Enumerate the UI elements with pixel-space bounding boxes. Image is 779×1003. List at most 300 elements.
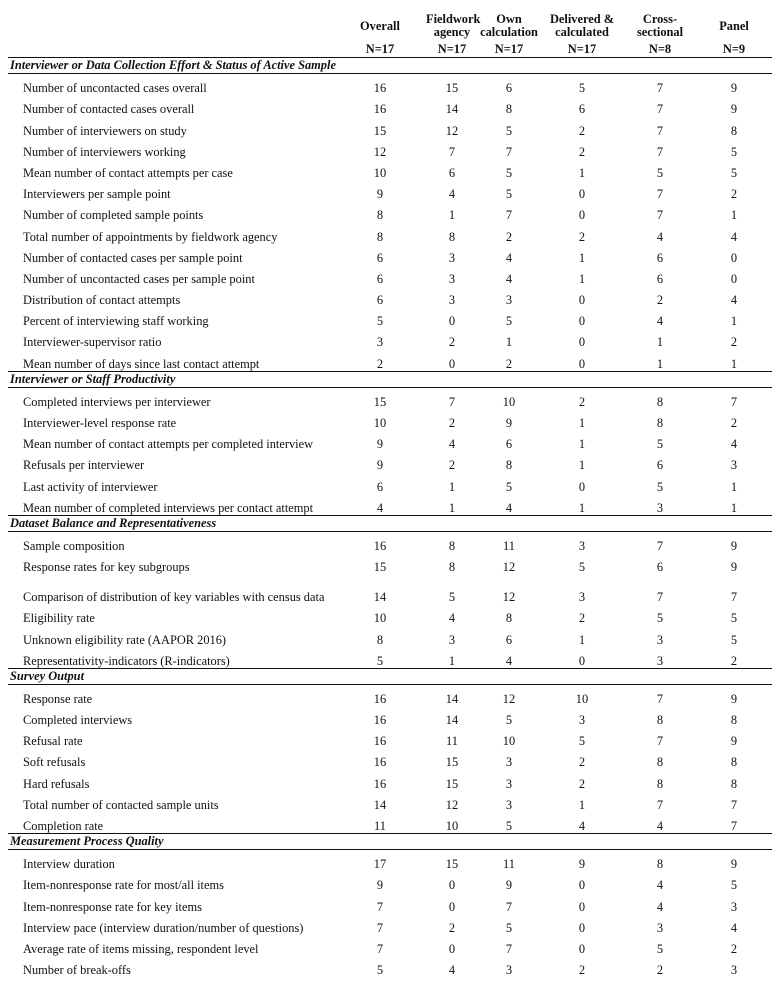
table-body (8, 58, 772, 978)
col-header-own: Own calculation (480, 12, 538, 39)
table-cell: 5 (505, 165, 513, 180)
table-cell: 1 (578, 797, 586, 812)
table-row (8, 574, 772, 604)
col-header-delivered: Delivered & calculated (549, 12, 615, 39)
section-header (8, 515, 772, 531)
table-cell: 8 (730, 713, 738, 728)
table-cell: 5 (656, 165, 664, 180)
table-cell: 4 (656, 878, 664, 893)
row-label: Eligibility rate (23, 611, 95, 626)
table-cell: 7 (656, 81, 664, 96)
table-cell: 7 (376, 899, 384, 914)
table-cell: 4 (730, 229, 738, 244)
table-cell: 0 (578, 356, 586, 371)
table-row (8, 138, 772, 159)
table-cell: 14 (445, 691, 459, 706)
table-row (8, 286, 772, 307)
row-label: Response rate (23, 691, 93, 706)
table-row (8, 201, 772, 222)
table-cell: 7 (656, 734, 664, 749)
table-cell: 0 (448, 941, 456, 956)
section-title: Interviewer or Data Collection Effort & Status of Active Sample (8, 58, 772, 74)
table-row (8, 553, 772, 574)
table-cell: 5 (376, 653, 384, 668)
col-header-overall: Overall (360, 18, 400, 33)
table-cell: 5 (730, 632, 738, 647)
table-cell: 4 (505, 250, 513, 265)
table-cell: 12 (502, 560, 516, 575)
table-cell: 15 (445, 776, 459, 791)
table-cell: 5 (656, 611, 664, 626)
row-label: Refusal rate (23, 734, 83, 749)
table-cell: 16 (373, 776, 387, 791)
table-cell: 8 (505, 611, 513, 626)
table-row (8, 95, 772, 116)
table-cell: 6 (656, 271, 664, 286)
table-cell: 0 (578, 899, 586, 914)
table-cell: 7 (656, 590, 664, 605)
table-cell: 9 (730, 691, 738, 706)
table-cell: 2 (376, 356, 384, 371)
table-cell: 11 (446, 734, 458, 749)
table-cell: 3 (376, 335, 384, 350)
table-cell: 3 (578, 538, 586, 553)
table-cell: 12 (502, 590, 516, 605)
table-cell: 8 (448, 229, 456, 244)
table-cell: 15 (445, 81, 459, 96)
row-label: Number of uncontacted cases per sample point (23, 271, 255, 286)
col-n-cross: N=8 (648, 42, 672, 56)
table-cell: 4 (730, 920, 738, 935)
table-cell: 2 (730, 187, 738, 202)
table-cell: 5 (376, 314, 384, 329)
table-cell: 5 (656, 437, 664, 452)
table-cell: 0 (578, 920, 586, 935)
table-cell: 6 (578, 102, 586, 117)
table-cell: 10 (373, 416, 387, 430)
col-header-cross: Cross- sectional (636, 12, 684, 39)
table-cell: 2 (578, 776, 586, 791)
row-label: Distribution of contact attempts (23, 293, 181, 308)
table-cell: 3 (730, 458, 738, 473)
table-cell: 3 (505, 797, 513, 812)
table-cell: 15 (445, 755, 459, 770)
table-cell: 8 (656, 416, 664, 430)
table-cell: 1 (578, 250, 586, 265)
table-cell: 10 (445, 819, 459, 833)
table-cell: 1 (448, 653, 456, 668)
row-label: Number of contacted cases overall (23, 102, 195, 117)
table-row (8, 812, 772, 834)
table-cell: 0 (448, 356, 456, 371)
table-row (8, 850, 772, 872)
table-cell: 8 (730, 123, 738, 138)
row-label: Completion rate (23, 819, 104, 833)
table-cell: 4 (730, 437, 738, 452)
row-label: Interview pace (interview duration/number of questions) (23, 920, 304, 935)
table-cell: 5 (730, 878, 738, 893)
table-cell: 10 (502, 394, 516, 409)
table-cell: 11 (503, 857, 515, 872)
table-cell: 3 (656, 500, 664, 515)
row-label: Number of uncontacted cases overall (23, 81, 207, 96)
table-cell: 15 (373, 394, 387, 409)
table-row (8, 349, 772, 371)
row-label: Item-nonresponse rate for key items (23, 899, 202, 914)
table-cell: 3 (656, 632, 664, 647)
table-cell: 8 (448, 560, 456, 575)
table-cell: 16 (373, 755, 387, 770)
table-cell: 14 (445, 713, 459, 728)
table-cell: 1 (578, 416, 586, 430)
table-row (8, 892, 772, 913)
table-cell: 0 (578, 653, 586, 668)
table-cell: 7 (505, 144, 513, 159)
table-cell: 4 (448, 611, 456, 626)
table-cell: 7 (376, 920, 384, 935)
row-label: Unknown eligibility rate (AAPOR 2016) (23, 632, 227, 647)
table-cell: 3 (656, 920, 664, 935)
row-label: Interviewer-supervisor ratio (23, 335, 162, 350)
col-n-own: N=17 (494, 42, 524, 56)
table-cell: 8 (505, 458, 513, 473)
table-cell: 0 (448, 314, 456, 329)
table-row (8, 328, 772, 349)
table-cell: 5 (578, 734, 586, 749)
table-cell: 3 (448, 632, 456, 647)
table-cell: 6 (505, 632, 513, 647)
table-cell: 11 (503, 538, 515, 553)
table-cell: 1 (656, 356, 664, 371)
table-cell: 8 (505, 102, 513, 117)
row-label: Number of interviewers on study (23, 123, 187, 138)
table-cell: 4 (656, 229, 664, 244)
table-cell: 6 (376, 479, 384, 494)
table-cell: 8 (448, 538, 456, 553)
table-cell: 2 (448, 416, 456, 430)
table-cell: 1 (730, 500, 738, 515)
table-cell: 5 (505, 187, 513, 202)
table-cell: 6 (376, 293, 384, 308)
table-cell: 5 (656, 941, 664, 956)
table-cell: 12 (373, 144, 387, 159)
table-row (8, 684, 772, 706)
table-cell: 2 (656, 963, 664, 978)
table-cell: 5 (578, 81, 586, 96)
table-row (8, 244, 772, 265)
table-row (8, 935, 772, 956)
table-row (8, 791, 772, 812)
table-cell: 3 (656, 653, 664, 668)
table-cell: 15 (373, 123, 387, 138)
table-cell: 5 (505, 479, 513, 494)
table-cell: 5 (656, 479, 664, 494)
table-cell: 7 (656, 797, 664, 812)
table-cell: 16 (373, 713, 387, 728)
row-label: Percent of interviewing staff working (23, 314, 209, 329)
table-cell: 10 (502, 734, 516, 749)
table-row (8, 604, 772, 625)
row-label: Refusals per interviewer (23, 458, 145, 473)
table-row (8, 914, 772, 935)
table-cell: 0 (730, 271, 738, 286)
row-label: Soft refusals (23, 755, 86, 770)
table-cell: 7 (656, 102, 664, 117)
table-cell: 0 (578, 878, 586, 893)
col-n-fieldwork: N=17 (437, 42, 467, 56)
table-row (8, 265, 772, 286)
table-cell: 1 (448, 208, 456, 223)
row-label: Mean number of contact attempts per case (23, 165, 233, 180)
table-cell: 3 (505, 776, 513, 791)
row-label: Number of completed sample points (23, 208, 204, 223)
table-cell: 4 (578, 819, 586, 833)
table-row (8, 222, 772, 243)
table-cell: 7 (656, 208, 664, 223)
header-corner (8, 12, 334, 40)
table-cell: 3 (448, 293, 456, 308)
table-cell: 3 (578, 590, 586, 605)
table-row (8, 871, 772, 892)
table-cell: 2 (578, 963, 586, 978)
table-cell: 6 (448, 165, 456, 180)
col-header-fieldwork: Fieldwork agency (426, 12, 481, 39)
table-cell: 5 (730, 144, 738, 159)
table-cell: 2 (730, 941, 738, 956)
table-cell: 5 (505, 713, 513, 728)
table-cell: 7 (656, 123, 664, 138)
table-cell: 7 (448, 144, 456, 159)
row-label: Number of contacted cases per sample point (23, 250, 243, 265)
table-cell: 8 (656, 857, 664, 872)
row-label: Mean number of completed interviews per contact attempt (23, 500, 314, 515)
table-cell: 14 (373, 590, 387, 605)
table-cell: 7 (448, 394, 456, 409)
table-cell: 2 (656, 293, 664, 308)
table-cell: 15 (445, 857, 459, 872)
row-label: Interview duration (23, 857, 115, 872)
table-cell: 9 (730, 560, 738, 575)
table-row (8, 430, 772, 451)
table-cell: 7 (656, 187, 664, 202)
table-row (8, 116, 772, 137)
table-cell: 2 (730, 653, 738, 668)
table-cell: 4 (448, 437, 456, 452)
table-row (8, 727, 772, 748)
table-cell: 9 (730, 538, 738, 553)
table-cell: 4 (448, 187, 456, 202)
table-cell: 6 (376, 250, 384, 265)
table-cell: 16 (373, 734, 387, 749)
table-cell: 1 (578, 271, 586, 286)
table-cell: 3 (505, 755, 513, 770)
table-cell: 9 (376, 187, 384, 202)
row-label: Representativity-indicators (R-indicators) (23, 653, 230, 668)
table-row (8, 307, 772, 328)
table-cell: 8 (730, 776, 738, 791)
table-row (8, 647, 772, 669)
table-cell: 1 (578, 165, 586, 180)
table-cell: 0 (578, 208, 586, 223)
table-cell: 0 (578, 335, 586, 350)
table-cell: 9 (505, 878, 513, 893)
row-label: Mean number of contact attempts per completed interview (23, 437, 314, 452)
table-row (8, 956, 772, 977)
table-cell: 6 (656, 250, 664, 265)
row-label: Sample composition (23, 538, 125, 553)
table-cell: 2 (448, 458, 456, 473)
table-cell: 3 (730, 963, 738, 978)
table-cell: 16 (373, 538, 387, 553)
table-row (8, 74, 772, 96)
table-cell: 1 (505, 335, 513, 350)
table-cell: 1 (730, 479, 738, 494)
table-cell: 15 (373, 560, 387, 575)
table-cell: 16 (373, 102, 387, 117)
table-cell: 14 (373, 797, 387, 812)
col-n-overall: N=17 (365, 42, 395, 56)
table-cell: 7 (656, 538, 664, 553)
table-cell: 4 (505, 653, 513, 668)
table-cell: 0 (578, 479, 586, 494)
row-label: Completed interviews per interviewer (23, 394, 211, 409)
table-cell: 8 (656, 776, 664, 791)
table-cell: 7 (730, 819, 738, 833)
table-cell: 10 (575, 691, 589, 706)
table-cell: 2 (578, 123, 586, 138)
table-cell: 4 (505, 271, 513, 286)
table-cell: 1 (448, 500, 456, 515)
table-cell: 6 (505, 81, 513, 96)
table-cell: 3 (448, 271, 456, 286)
table-row (8, 494, 772, 516)
row-label: Average rate of items missing, respondent level (23, 941, 259, 956)
table-cell: 7 (656, 144, 664, 159)
table-cell: 12 (445, 123, 459, 138)
table-row (8, 706, 772, 727)
table-cell: 2 (578, 755, 586, 770)
table-row (8, 769, 772, 790)
table-cell: 7 (376, 941, 384, 956)
row-label: Comparison of distribution of key variables with census data (23, 590, 325, 605)
table-cell: 10 (373, 611, 387, 626)
table-cell: 8 (376, 229, 384, 244)
table-cell: 5 (578, 560, 586, 575)
table-cell: 9 (730, 81, 738, 96)
row-label: Hard refusals (23, 776, 90, 791)
table-cell: 2 (578, 229, 586, 244)
table-cell: 4 (656, 314, 664, 329)
table-cell: 10 (373, 165, 387, 180)
table-cell: 6 (505, 437, 513, 452)
row-label: Mean number of days since last contact attempt (23, 356, 260, 371)
table-cell: 5 (376, 963, 384, 978)
table-cell: 8 (656, 713, 664, 728)
table-cell: 0 (578, 314, 586, 329)
table-cell: 0 (578, 293, 586, 308)
table-row (8, 451, 772, 472)
row-label: Interviewers per sample point (23, 187, 171, 202)
row-label: Last activity of interviewer (23, 479, 158, 494)
table-cell: 4 (376, 500, 384, 515)
table-cell: 8 (656, 755, 664, 770)
table-header (8, 12, 772, 58)
table-cell: 2 (448, 335, 456, 350)
table-cell: 0 (578, 187, 586, 202)
row-label: Response rates for key subgroups (23, 560, 190, 575)
table-cell: 0 (448, 878, 456, 893)
table-cell: 9 (730, 734, 738, 749)
row-label: Interviewer-level response rate (23, 416, 177, 430)
table-cell: 8 (656, 394, 664, 409)
table-cell: 1 (730, 208, 738, 223)
table-cell: 7 (656, 691, 664, 706)
table-cell: 2 (505, 229, 513, 244)
table-cell: 4 (730, 293, 738, 308)
table-cell: 7 (730, 394, 738, 409)
table-row (8, 387, 772, 409)
table-cell: 5 (730, 611, 738, 626)
table-cell: 9 (376, 437, 384, 452)
table-cell: 3 (505, 963, 513, 978)
row-label: Total number of appointments by fieldwork agency (23, 229, 278, 244)
section-header (8, 58, 772, 74)
table-cell: 3 (505, 293, 513, 308)
table-cell: 9 (376, 458, 384, 473)
table-cell: 5 (505, 123, 513, 138)
table-cell: 2 (578, 611, 586, 626)
table-cell: 4 (656, 899, 664, 914)
table-cell: 5 (448, 590, 456, 605)
table-row (8, 748, 772, 769)
table-cell: 6 (656, 560, 664, 575)
table-cell: 4 (448, 963, 456, 978)
table-cell: 11 (374, 819, 386, 833)
table-cell: 9 (505, 416, 513, 430)
table-cell: 7 (505, 899, 513, 914)
table-cell: 1 (578, 437, 586, 452)
table-cell: 8 (376, 208, 384, 223)
table-cell: 6 (376, 271, 384, 286)
section-header (8, 834, 772, 850)
table-cell: 1 (578, 500, 586, 515)
table-cell: 3 (448, 250, 456, 265)
row-label: Number of break-offs (23, 963, 131, 978)
table-cell: 1 (656, 335, 664, 350)
table-cell: 0 (448, 899, 456, 914)
table-cell: 12 (502, 691, 516, 706)
table-cell: 9 (578, 857, 586, 872)
table-cell: 5 (505, 314, 513, 329)
table-row (8, 180, 772, 201)
table-cell: 0 (730, 250, 738, 265)
table-cell: 7 (730, 590, 738, 605)
section-header (8, 668, 772, 684)
table-cell: 2 (505, 356, 513, 371)
table-cell: 9 (730, 102, 738, 117)
table-cell: 6 (656, 458, 664, 473)
table-cell: 8 (376, 632, 384, 647)
table-row (8, 531, 772, 553)
table-cell: 5 (505, 920, 513, 935)
table-cell: 7 (505, 208, 513, 223)
table-cell: 4 (656, 819, 664, 833)
row-label: Total number of contacted sample units (23, 797, 219, 812)
table-cell: 12 (445, 797, 459, 812)
table-row (8, 472, 772, 493)
row-label: Number of interviewers working (23, 144, 186, 159)
table-row (8, 625, 772, 646)
